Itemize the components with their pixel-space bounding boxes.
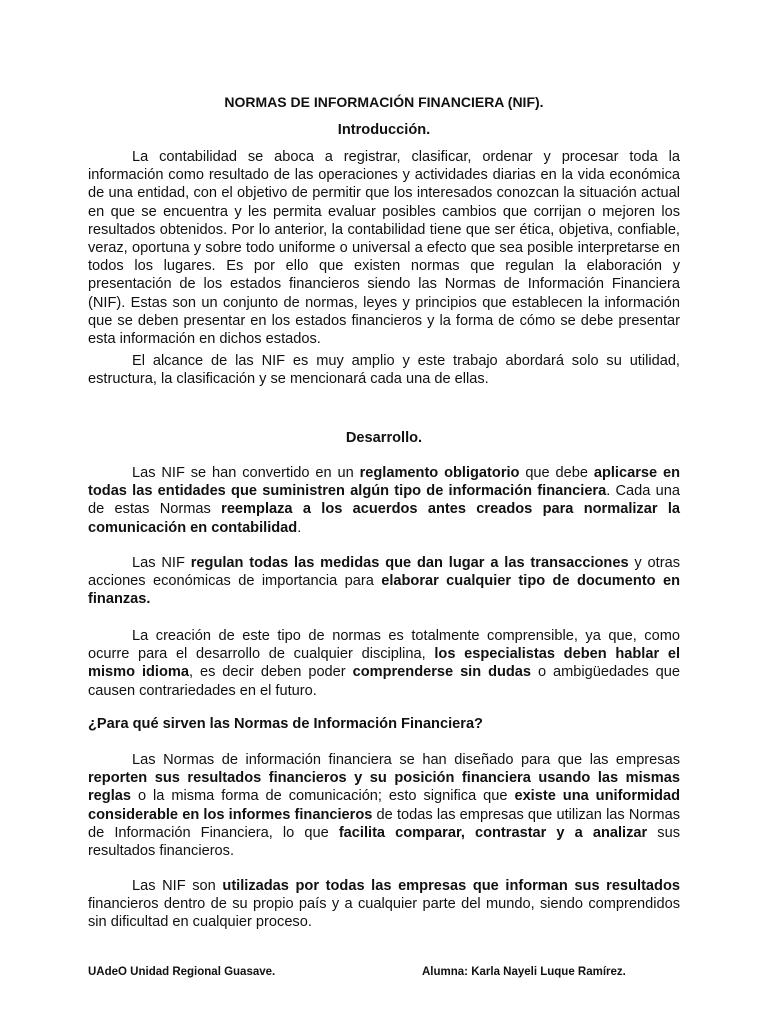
development-paragraph-2: Las NIF regulan todas las medidas que dan lugar a las transacciones y otras acciones económicas de importancia para elaborar cualquier tipo de documento en finanzas. bbox=[88, 555, 681, 608]
intro-paragraph-2: El alcance de las NIF es muy amplio y este trabajo abordará solo su utilidad, estructura, la clasificación y se mencionará cada una de ellas. bbox=[88, 353, 680, 388]
development-paragraph-1: Las NIF se han convertido en un reglamento obligatorio que debe aplicarse en todas las entidades que suministren algún tipo de información financiera. Cada una de estas Normas reemplaza a los acuerdos antes creados para normalizar la comunicación en contabilidad. bbox=[88, 465, 681, 536]
question-heading: ¿Para qué sirven las Normas de Información Financiera? bbox=[88, 716, 483, 732]
development-paragraph-3: La creación de este tipo de normas es totalmente comprensible, ya que, como ocurre para el desarrollo de cualquier disciplina, los especialistas deben hablar el mismo idioma, es decir deben poder comprenderse sin dudas o ambigüedades que causen contrariedades en el futuro. bbox=[88, 628, 681, 699]
question-paragraph-2: Las NIF son utilizadas por todas las empresas que informan sus resultados financieros dentro de su propio país y a cualquier parte del mundo, siendo comprendidos sin dificultad en cualquier proceso. bbox=[88, 878, 680, 931]
question-paragraph-1: Las Normas de información financiera se han diseñado para que las empresas reporten sus resultados financieros y su posición financiera usando las mismas reglas o la misma forma de comunicación; esto significa que existe una uniformidad considerable en los informes financieros de todas las empresas que utilizan las Normas de Información Financiera, lo que facilita comparar, contrastar y a analizar sus resultados financieros. bbox=[88, 752, 680, 860]
footer-institution: UAdeO Unidad Regional Guasave. bbox=[88, 966, 276, 978]
intro-heading: Introducción. bbox=[337, 122, 431, 138]
development-heading: Desarrollo. bbox=[345, 430, 423, 446]
footer-student: Alumna: Karla Nayeli Luque Ramírez. bbox=[422, 966, 626, 978]
intro-paragraph-1: La contabilidad se aboca a registrar, clasificar, ordenar y procesar toda la información como resultado de las operaciones y actividades diarias en la vida económica de una entidad, con el objetivo de permitir que los interesados conozcan la situación actual en que se encuentra y les permita evaluar posibles cambios que corrijan o mejoren los resultados obtenidos. Por lo anterior, la contabilidad tiene que ser ética, objetiva, confiable, veraz, oportuna y sobre todo uniforme o universal a efecto que sea posible interpretarse en todos los lugares. Es por ello que existen normas que regulan la elaboración y presentación de los estados financieros siendo las Normas de Información Financiera (NIF). Estas son un conjunto de normas, leyes y principios que establecen la información que se deben presentar en los estados financieros y la forma de cómo se debe presentar esta información en dichos estados. bbox=[88, 149, 680, 348]
document-title: NORMAS DE INFORMACIÓN FINANCIERA (NIF). bbox=[224, 94, 544, 110]
